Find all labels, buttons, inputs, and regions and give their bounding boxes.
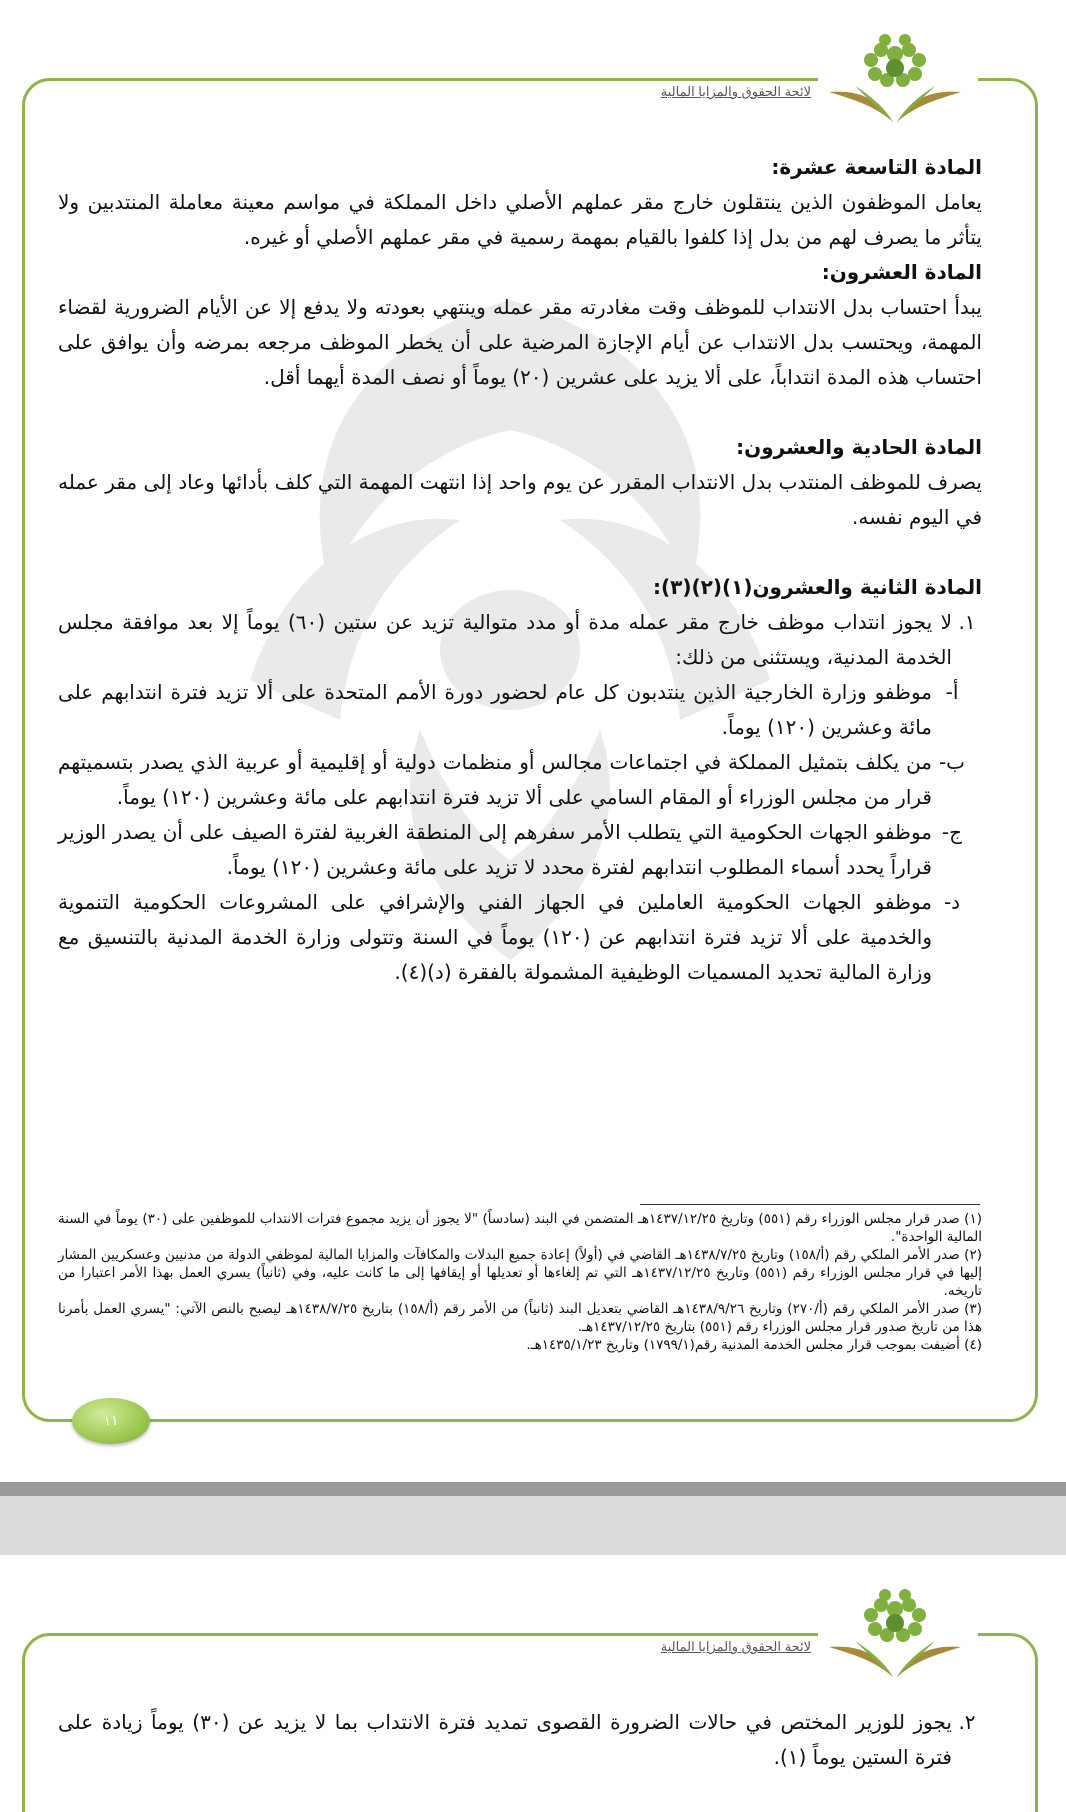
list-item [58,605,982,675]
footnote: (٣) صدر الأمر الملكي رقم (أ/٢٧٠) وتاريخ ١٤٣٨/٩/٢٦هـ القاضي بتعديل البند (ثانياً) من الأمر رقم (أ/١٥٨) بتاريخ ١٤٣٨/٧/٢٥هـ ليصبح بالنص الآتي: "يسري العمل بأمرنا هذا من تاريخ صدور قرار مجلس الوزراء رقم (٥٥١) بتاريخ ١٤٣٧/١٢/٢٥هـ. [58,1301,982,1335]
article-22-heading: المادة الثانية والعشرون(١)(٢)(٣): [652,575,982,599]
footnote: (٤) أضيفت بموجب قرار مجلس الخدمة المدنية رقم(١٧٩٩/١) وتاريخ ١٤٣٥/١/٢٣هـ. [526,1337,982,1353]
list-item [58,815,982,885]
page-number-badge: ١١ [72,1398,150,1444]
item-text: لا يجوز انتداب موظف خارج مقر عمله مدة أو مدد متوالية تزيد عن ستين (٦٠) يوماً إلا بعد موافقة مجلس الخدمة المدنية، ويستثنى من ذلك: [58,610,952,669]
article-20-text: يبدأ احتساب بدل الانتداب للموظف وقت مغادرته مقر عمله وينتهي بعودته ولا يدفع إلا عن الأيام الضرورية لقضاء المهمة، ويحتسب بدل الانتداب عن أيام الإجازة المرضية على أن يخطر الموظف مرجعه بمرضه وأن يوافق على احتساب هذه المدة انتداباً، على ألا يزيد على عشرين (٢٠) يوماً أو نصف المدة أيهما أقل. [58,295,982,389]
list-item [58,1705,982,1775]
logo-icon [815,1577,975,1687]
item-text: موظفو الجهات الحكومية التي يتطلب الأمر سفرهم إلى المنطقة الغربية لفترة الصيف على أن يصدر الوزير قراراً يحدد أسماء المطلوب انتدابهم لفترة محدد لا تزيد على مائة وعشرين (١٢٠) يوماً. [58,820,932,879]
list-item [58,885,982,990]
item-text: موظفو وزارة الخارجية الذين ينتدبون كل عام لحضور دورة الأمم المتحدة على ألا تزيد فترة انتدابهم على مائة وعشرين (١٢٠) يوماً. [58,680,932,739]
item-marker: ب- [938,750,966,774]
header-title: لائحة الحقوق والمزايا المالية [660,1639,811,1654]
main-content [58,1705,982,1775]
item-marker: ٢. [958,1710,976,1734]
article-19-heading: المادة التاسعة عشرة: [771,155,982,179]
list-item [58,675,982,745]
main-content [58,150,982,990]
list-item [58,745,982,815]
footnote: (٢) صدر الأمر الملكي رقم (أ/١٥٨) وتاريخ ١٤٣٨/٧/٢٥هـ القاضي في (أولاً) إعادة جميع البدلات والمكافآت والمزايا المالية لموظفي الدولة من مدنيين وعسكريين المشار إليها في قرار مجلس الوزراء رقم (٥٥١) وتاريخ ١٤٣٧/١٢/٢٥هـ التي تم إلغاءها أو تعديلها أو إيقافها إلى ما كانت عليه، وفي (ثانياً) يسري العمل بهذا الأمر اعتبارا من تاريخه. [58,1247,982,1299]
article-19-text: يعامل الموظفون الذين ينتقلون خارج مقر عملهم الأصلي داخل المملكة في مواسم معينة معاملة المنتدبين ولا يتأثر ما يصرف لهم من بدل إذا كلفوا بالقيام بمهمة رسمية في مقر عملهم الأصلي أو غيره. [58,190,982,249]
item-marker: أ- [945,680,959,704]
article-21-heading: المادة الحادية والعشرون: [736,435,982,459]
footnote-separator [640,1204,980,1205]
item-marker: ج- [941,820,963,844]
article-20-heading: المادة العشرون: [821,260,982,284]
footnotes [58,1210,982,1354]
item-marker: د- [943,890,961,914]
header-title: لائحة الحقوق والمزايا المالية [660,84,811,99]
document-page-2 [0,1555,1066,1812]
footnote: (١) صدر قرار مجلس الوزراء رقم (٥٥١) وتاريخ ١٤٣٧/١٢/٢٥هـ المتضمن في البند (سادساً) "لا يجوز أن يزيد مجموع فترات الانتداب للموظفين على (٣٠) يوماً في السنة المالية الواحدة". [58,1211,982,1245]
item-text: موظفو الجهات الحكومية العاملين في الجهاز الفني والإشرافي على المشروعات الحكومية التنموية والخدمية على ألا تزيد فترة انتدابهم عن (١٢٠) يوماً في السنة وتتولى وزارة الخدمة المدنية بالتنسيق مع وزارة المالية تحديد المسميات الوظيفية المشمولة بالفقرة (د)(٤). [58,890,932,984]
page-separator [0,1482,1066,1555]
item-text: من يكلف بتمثيل المملكة في اجتماعات مجالس أو منظمات دولية أو إقليمية أو عربية الذي يصدر بتسميتهم قرار من مجلس الوزراء أو المقام السامي على ألا تزيد فترة انتدابهم على مائة وعشرين (١٢٠) يوماً. [58,750,932,809]
item-marker: ١. [958,610,976,634]
item-text: يجوز للوزير المختص في حالات الضرورة القصوى تمديد فترة الانتداب بما لا يزيد عن (٣٠) يوماً زيادة على فترة الستين يوماً (١). [58,1710,952,1769]
article-21-text: يصرف للموظف المنتدب بدل الانتداب المقرر عن يوم واحد إذا انتهت المهمة التي كلف بأدائها وعاد إلى مقر عمله في اليوم نفسه. [58,470,982,529]
logo-icon [815,22,975,132]
